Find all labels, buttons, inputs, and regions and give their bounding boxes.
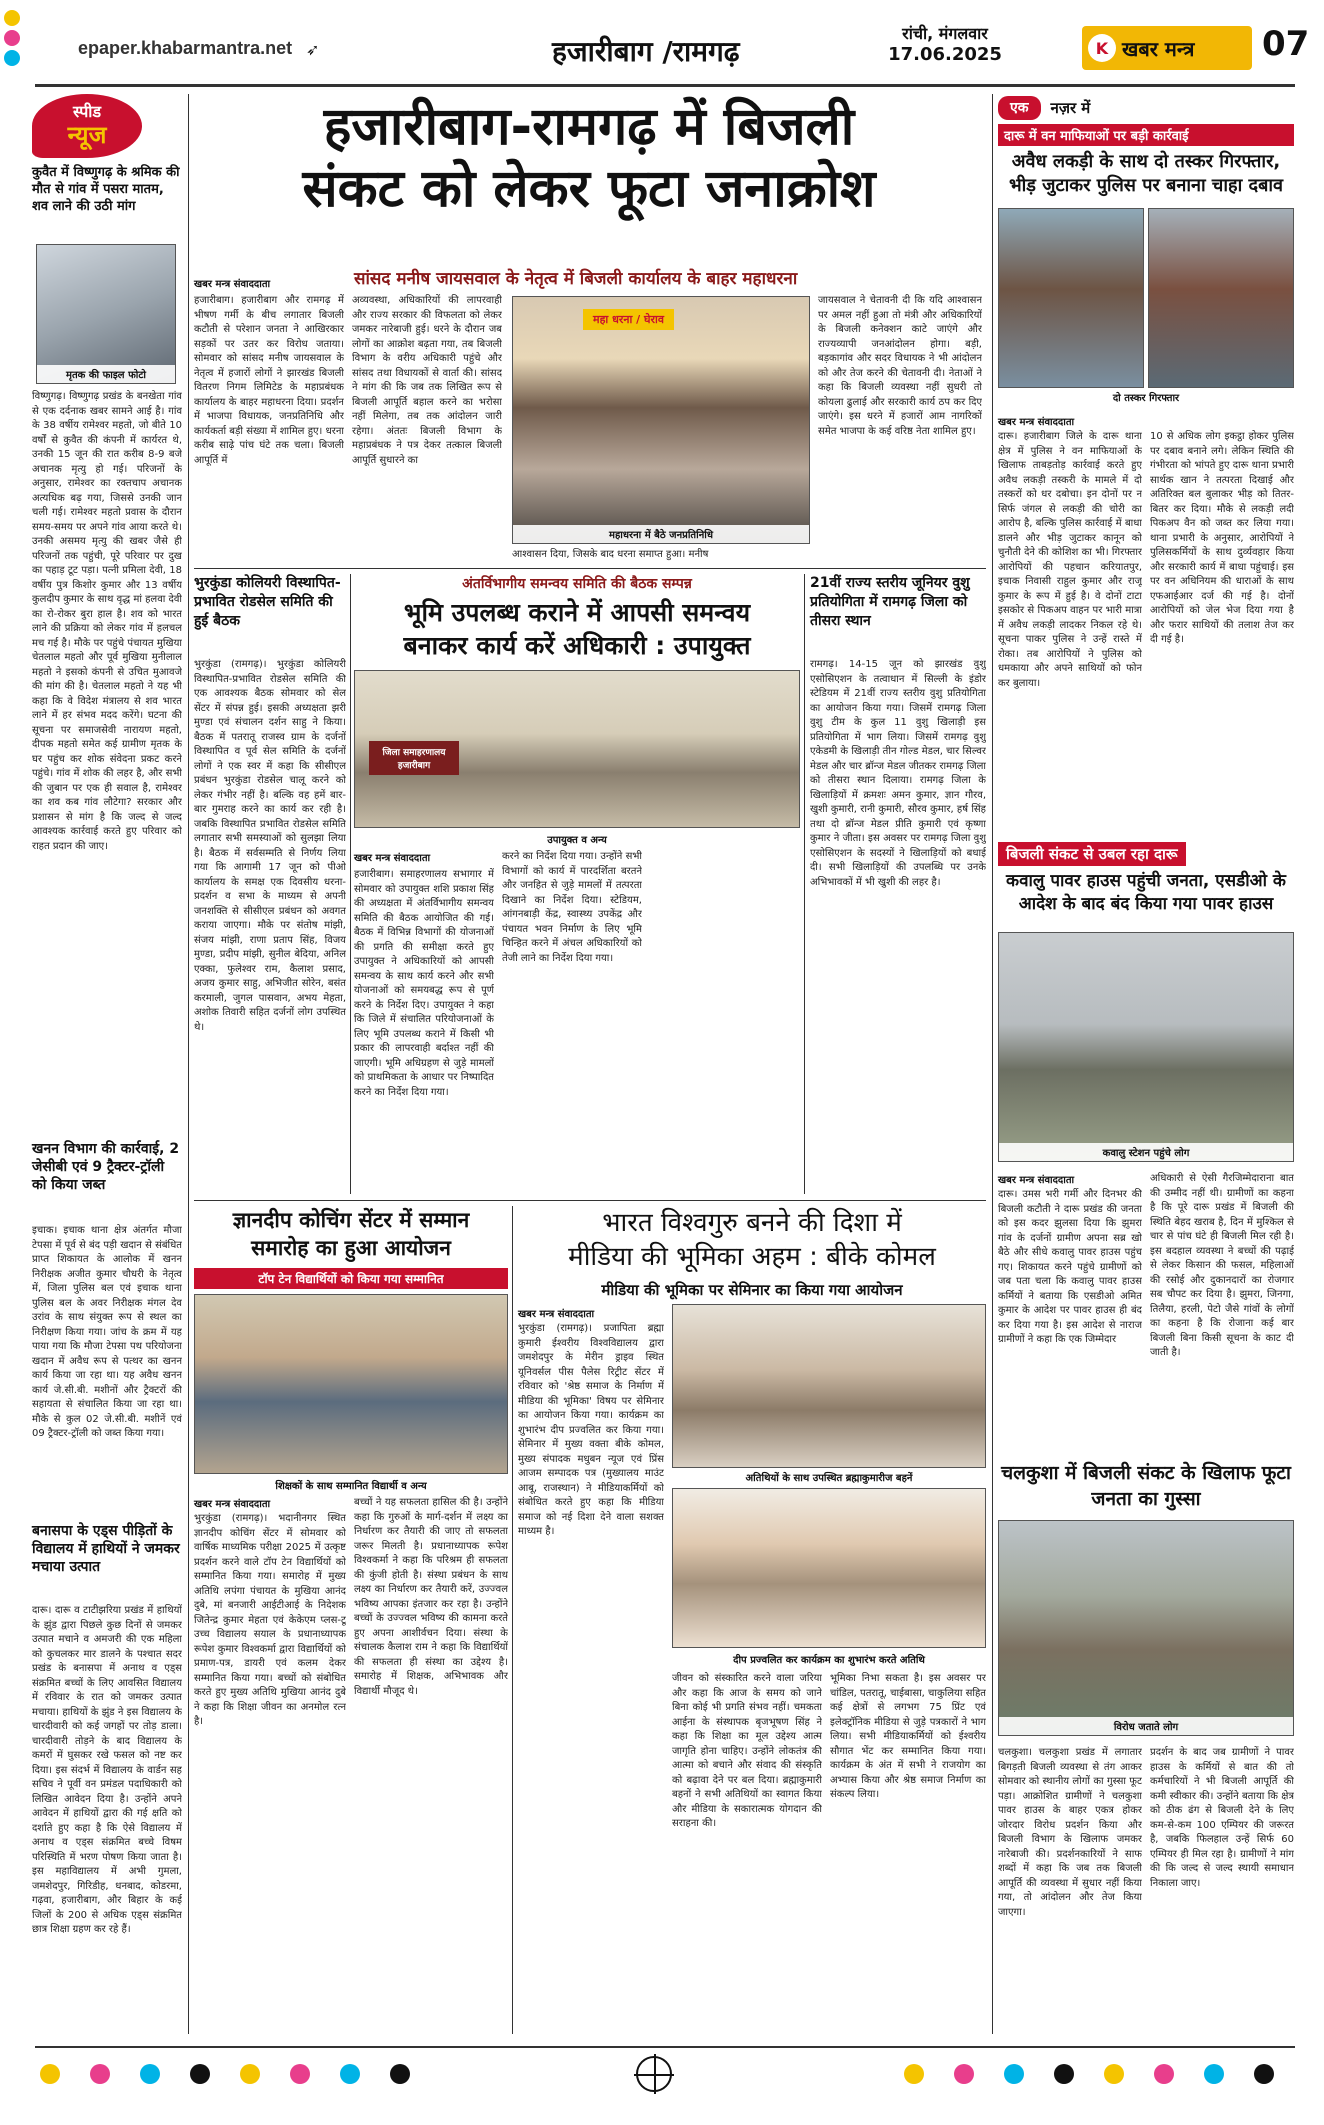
komal-photo2	[672, 1488, 986, 1648]
komal-body2: जीवन को संस्कारित करने वाला जरिया और कहा कि आज के समय को जाने बिना कोई भी प्रगति संभव नहीं। चमकता आईना के संस्थापक बृजभूषण सिंह ने कहा कि शिक्षा का मूल उद्देश्य आत्म जागृति होना चाहिए। उन्होंने लोकतंत्र की आत्मा को बचाने और संवाद की संस्कृति को बढ़ावा देने पर बल दिया। ब्रह्माकुमारी बहनों ने सभी अतिथियों का स्वागत किया और मीडिया के सकारात्मक योगदान की सराहना की।	[672, 1673, 822, 1829]
masthead	[0, 0, 1324, 92]
gyandeep-photo-caption: शिक्षकों के साथ सम्मानित विद्यार्थी व अन्य	[275, 1481, 427, 1492]
story1-body: विष्णुगढ़। विष्णुगढ़ प्रखंड के बनखेता गांव से एक दर्दनाक खबर सामने आई है। गांव के 38 वर्षीय रामेश्वर महतो, जो बीते 10 वर्षों से कुवैत की कंपनी में कार्यरत थे, उनकी 15 जून की रात करीब 8-9 बजे अचानक मृत्यु हो गई। परिजनों के अनुसार, रामेश्वर का रक्तचाप अचानक अत्यधिक बढ़ गया, जिससे उनकी जान चली गई। रामेश्वर महतो प्रवास के दौरान समय-समय पर अपने गांव आया करते थे। उनकी असमय मृत्यु की खबर जैसे ही परिजनों तक पहुंची, पूरे परिवार पर दुख का पहाड़ टूट पड़ा। पत्नी प्रमिला देवी, 18 वर्षीय पुत्र किशोर कुमार और 13 वर्षीय कुलदीप कुमार के साथ वृद्ध मां हलवा देवी का रो-रोकर बुरा हाल है। शव को भारत लाने की प्रक्रिया को लेकर गांव में हलचल मच गई है। मौके पर पहुंचे पंचायत मुखिया चेतलाल महतो और पूर्व मुखिया मुनीलाल महतो ने इसको कंपनी से उचित मुआवजे की मांग की है। चेतलाल महतो ने यह भी कहा कि वे विदेश मंत्रालय से शव भारत लाने में हर संभव मदद करेंगे। घटना की सूचना पर समाजसेवी नारायण महतो, दीपक महतो समेत कई ग्रामीण मृतक के घर पहुंच कर शोक संवेदना प्रकट करने पहुंचे। गांव में शोक की लहर है, और सभी की जुबान पर एक ही सवाल है, रामेश्वर का शव कब गांव लौटेगा? सरकार और प्रशासन से मांग है कि जल्द से जल्द आवश्यक कार्रवाई करते हुए परिवार को राहत प्रदान की जाए।	[32, 391, 182, 852]
chalkusha-headline: चलकुशा में बिजली संकट के खिलाफ फूटा जनता का गुस्सा	[1001, 1462, 1291, 1510]
samanvay-photo-banner: जिला समाहरणालय हजारीबाग	[369, 741, 459, 775]
story1-headline: कुवैत में विष्णुगढ़ के श्रमिक की मौत से गांव में पसरा मातम, शव लाने की उठी मांग	[32, 165, 180, 214]
samanvay-story	[354, 574, 800, 1194]
footer-dot-cyan-3	[1004, 2064, 1024, 2084]
samanvay-byline: खबर मन्त्र संवाददाता	[354, 853, 431, 864]
story3-body: दारू। दारू व टाटीझरिया प्रखंड में हाथियों के झुंड द्वारा पिछले कुछ दिनों से जमकर उत्पात मचाने व अमजरी की एक महिला को कुचलकर मार डालने के पश्चात सदर प्रखंड के बनासपा में अनाथ व एड्स संक्रमित बच्चों के लिए आवसित विद्यालय में रविवार के रात को जमकर उत्पात मचाया। हाथियों के झुंड ने इस विद्यालय के चारदीवारी को कई जगहों पर तोड़ डाला। चारदीवारी तोड़ने के बाद विद्यालय के कमरों में घुसकर रखे फसल को नष्ट कर दिया। इस संदर्भ में विद्यालय के वार्डन सह सचिव ने पूर्वी वन प्रमंडल पदाधिकारी को लिखित आवेदन दिया है। उन्होंने अपने आवेदन में हाथियों द्वारा की गई क्षति को दर्शाते हुए कहा है कि ऐसे विद्यालय में अनाथ व एड्स संक्रमित बच्चे विषम परिस्थिति में भरण पोषण किया जाता है। इस महाविद्यालय में अभी गुमला, जमशेदपुर, गिरिडीह, धनबाद, कोडरमा, गढ़वा, हजारीबाग, और बिहार के कई जिलों के 200 से अधिक एड्स संक्रमित छात्र शिक्षा ग्रहण कर रहे हैं।	[32, 1605, 182, 1935]
suspect-photo-1	[998, 208, 1144, 388]
gyandeep-photo	[194, 1294, 508, 1474]
kavalu-headline: कवालु पावर हाउस पहुंची जनता, एसडीओ के आदेश के बाद बंद किया गया पावर हाउस	[1006, 871, 1286, 914]
komal-body1: भुरकुंडा (रामगढ़)। प्रजापिता ब्रह्मा कुमारी ईश्वरीय विश्वविद्यालय द्वारा जमशेदपुर के मेरीन ड्राइव स्थित यूनिवर्सल पीस पैलेस रिट्रीट सेंटर में रविवार को 'श्रेष्ठ समाज के निर्माण में मीडिया की भूमिका' विषय पर सेमिनार का आयोजन किया गया। कार्यक्रम का शुभारंभ दीप प्रज्वलित कर किया गया। सेमिनार में मुख्य वक्ता बीके कोमल, मुख्य संपादक मधुबन न्यूज एवं प्रिंस आजम सम्पादक पत्र (मुख्यालय माउंट आबू, राजस्थान) ने मीडियाकर्मियों को संबोधित करते हुए कहा कि मीडिया समाज को नई दिशा देने वाला सशक्त माध्यम है।	[518, 1323, 664, 1537]
komal-kicker: मीडिया की भूमिका पर सेमिनार का किया गया आयोजन	[601, 1281, 903, 1299]
samanvay-body2: करने का निर्देश दिया गया। उन्होंने सभी विभागों को कार्य में पारदर्शिता बरतने और जनहित से जुड़े मामलों में तत्परता दिखाने का निर्देश दिया। स्टेडियम, आंगनबाड़ी केंद्र, स्वास्थ्य उपकेंद्र और पंचायत भवन निर्माण के लिए भूमि चिन्हित करने में अंचल अधिकारियों को तेजी लाने का निर्देश दिया गया।	[502, 851, 642, 964]
ek-nazar-photo-caption: दो तस्कर गिरफ्तार	[1112, 393, 1180, 404]
samanvay-kicker: अंतर्विभागीय समन्वय समिति की बैठक सम्पन्न	[462, 576, 692, 592]
speed-news-logo: स्पीड न्यूज	[32, 94, 142, 158]
lead-photo-caption: महाधरना में बैठे जनप्रतिनिधि	[513, 525, 809, 543]
lead-col2: अव्यवस्था, अधिकारियों की लापरवाही और राज्य सरकार की विफलता को लेकर जमकर नारेबाजी हुई। धरने के दौरान जब लोगों का आक्रोश बढ़ता गया, तब बिजली विभाग के वरीय अधिकारी पहुंचे और सांसद तथा विधायकों से वार्ता की। सांसद ने मांग की कि जब तक लिखित रूप से बिजली आपूर्ति बहाल करने का भरोसा नहीं मिलेगा, तब तक आंदोलन जारी रहेगा। अंततः बिजली विभाग के महाप्रबंधक ने पत्र देकर तत्काल बिजली आपूर्ति सुधारने का	[352, 295, 502, 466]
lead-subhead: सांसद मनीष जायसवाल के नेतृत्व में बिजली कार्यालय के बाहर महाधरना	[354, 269, 798, 289]
lead-photo	[512, 296, 810, 544]
story2-body: इचाक। इचाक थाना क्षेत्र अंतर्गत मौजा टेपसा में पूर्व से बंद पड़ी खदान से संबंधित प्राप्त शिकायत के आलोक में खनन निरीक्षक अजीत कुमार चौधरी के नेतृत्व में, जिला पुलिस बल एवं इचाक थाना पुलिस बल के अवर निरीक्षक मंगल देव उरांव के साथ संयुक्त रूप से स्थल का निरीक्षण किया गया। जांच के क्रम में यह पाया गया कि मौजा टेपसा पथ परियोजना खदान में अवैध रूप से पत्थर का खनन कार्य किया जा रहा था। यह अवैध खनन कार्य जे.सी.बी. मशीनों और ट्रैक्टरों की सहायता से संचालित किया जा रहा था। मौके से कुल 02 जे.सी.बी. मशीनें एवं 09 ट्रैक्टर-ट्रॉली को जब्त किया गया।	[32, 1225, 182, 1439]
kavalu-story	[998, 842, 1294, 1452]
lead-byline: खबर मन्त्र संवाददाता	[194, 279, 271, 290]
lead-headline: हजारीबाग-रामगढ़ में बिजली संकट को लेकर फूटा जनाक्रोश	[302, 97, 876, 219]
wushu-divider	[804, 574, 805, 1194]
samanvay-photo-caption: उपायुक्त व अन्य	[547, 835, 607, 846]
gyandeep-kicker: टॉप टेन विद्यार्थियों को किया गया सम्मानित	[194, 1268, 508, 1289]
gyandeep-story	[194, 1206, 508, 2034]
footer-dot-cyan-4	[1204, 2064, 1224, 2084]
ek-nazar-kicker: दारू में वन माफियाओं पर बड़ी कार्रवाई	[998, 124, 1294, 146]
footer-dot-cyan	[140, 2064, 160, 2084]
komal-photo2-caption: दीप प्रज्वलित कर कार्यक्रम का शुभारंभ करते अतिथि	[733, 1655, 925, 1666]
komal-body3: भूमिका निभा सकता है। इस अवसर पर चांडिल, पतरातू, चाईबासा, चाकुलिया सहित कई क्षेत्रों से लगभग 75 प्रिंट एवं इलेक्ट्रॉनिक मीडिया से जुड़े पत्रकारों ने भाग लिया। सभी मीडियाकर्मियों को ईश्वरीय सौगात भेंट कर सम्मानित किया गया। कार्यक्रम के अंत में सभी ने राजयोग का अभ्यास किया और श्रेष्ठ समाज निर्माण का संकल्प लिया।	[830, 1673, 986, 1800]
kavalu-body1: दारू। उमस भरी गर्मी और दिनभर की बिजली कटौती ने दारू प्रखंड की जनता को इस कदर झुलसा दिया कि झुमरा गांव के दर्जनों ग्रामीण अपना सब्र खो बैठे और सीधे कवालु पावर हाउस पहुंच गए। शिकायत करने पहुंचे ग्रामीणों को जब पता चला कि कवालु पावर हाउस कर्मियों ने बताया कि एसडीओ अमित कुमार के आदेश पर पावर हाउस ही बंद कर दिया गया है। इस आदेश से नाराज ग्रामीणों ने कहा कि एक जिम्मेदार	[998, 1189, 1142, 1345]
speed-news-column	[32, 94, 182, 2034]
lead-story	[194, 96, 984, 566]
gyandeep-byline: खबर मन्त्र संवाददाता	[194, 1499, 271, 1510]
komal-headline: भारत विश्वगुरु बनने की दिशा में मीडिया की भूमिका अहम : बीके कोमल	[568, 1208, 936, 1272]
footer-dot-cyan-2	[340, 2064, 360, 2084]
ek-nazar-byline: खबर मन्त्र संवाददाता	[998, 417, 1075, 428]
suspect-photo-2	[1148, 208, 1294, 388]
rodsel-divider	[350, 574, 351, 1194]
komal-story	[518, 1206, 986, 2034]
crosshair-icon	[636, 2056, 672, 2092]
city-day: रांची, मंगलवार	[902, 24, 988, 43]
wushu-story	[810, 574, 986, 1194]
ek-nazar-photos	[998, 208, 1294, 388]
issue-date: 17.06.2025	[888, 44, 1002, 65]
header-dateline	[870, 22, 1020, 65]
komal-byline: खबर मन्त्र संवाददाता	[518, 1309, 595, 1320]
footer-dot-magenta-4	[1154, 2064, 1174, 2084]
chalkusha-photo	[998, 1520, 1294, 1736]
gyandeep-body1: भुरकुंडा (रामगढ़)। भदानीनगर स्थित ज्ञानदीप कोचिंग सेंटर में सोमवार को वार्षिक माध्यमिक परीक्षा 2025 में उत्कृष्ट प्रदर्शन करने वाले टॉप टेन विद्यार्थियों को सम्मानित किया गया। समारोह में मुख्य अतिथि लपंगा पंचायत के मुखिया आनंद दुबे, मां बनजारी आईटीआई के निदेशक जितेन्द्र कुमार मेहता एवं केकेएम प्लस-टू उच्च विद्यालय सयाल के प्रधानाध्यापक रूपेश कुमार विश्वकर्मा द्वारा विद्यार्थियों को प्रमाण-पत्र, डायरी एवं कलम देकर सम्मानित किया गया। बच्चों को संबोधित करते हुए मुख्य अतिथि मुखिया आनंद दुबे ने कहा कि शिक्षा जीवन का अनमोल रत्न है।	[194, 1513, 346, 1727]
kavalu-byline: खबर मन्त्र संवाददाता	[998, 1175, 1075, 1186]
footer-dot-magenta	[90, 2064, 110, 2084]
rodsel-body: भुरकुंडा (रामगढ़)। भुरकुंडा कोलियरी विस्थापित-प्रभावित रोडसेल समिति की एक आवश्यक बैठक सोमवार को सेल सेंटर में संपन्न हुई। इसकी अध्यक्षता झरी मुण्डा एवं संचालन दर्शन साहु ने किया। बैठक में पतरातू राजस्व ग्राम के दर्जनों विस्थापित व पूर्व सेल समिति के दर्जनों लोगों ने एक स्वर में कहा कि सीसीएल प्रबंधन भुरकुंडा रोडसेल चालू करने को लेकर गंभीर नहीं है। बल्कि वह हमें बार-बार गुमराह करने का कार्य कर रही है। जबकि विस्थापित प्रभावित रोडसेल समिति लगातार सभी समस्याओं को सुलझा लिया है। बैठक में सर्वसम्मति से निर्णय लिया गया कि आगामी 17 जून को पीओ कार्यालय के समक्ष एक दिवसीय धरना-प्रदर्शन व सभा के माध्यम से अपनी जनशक्ति से सीसीएल प्रबंधन को अवगत कराया जाएगा। मौके पर संतोष मांझी, संजय मांझी, राणा प्रताप सिंह, विजय मुण्डा, प्रदीप मांझी, सुनील बेदिया, अनिल एक्का, फुलेश्वर राम, कैलाश प्रसाद, अजय कुमार साहु, अभिजीत सोरेन, बसंत करमाली, जुगल पासवान, अभय मेहता, अशोक तिवारी सहित दर्जनों लोग उपस्थित थे।	[194, 659, 346, 1033]
footer-rule	[35, 2046, 1295, 2048]
ek-nazar-body2: 10 से अधिक लोग इकट्ठा होकर पुलिस पर दबाव बनाने लगे। लेकिन स्थिति की गंभीरता को भांपते हुए दारू थाना प्रभारी सार्थक खान ने तत्परता दिखाई और अतिरिक्त बल बुलाकर भीड़ को तितर-बितर कर दिया। मौके से लकड़ी लदी पिकअप वैन को जब्त कर लिया गया। थाना प्रभारी के अनुसार, आरोपियों ने पुलिसकर्मियों के साथ दुर्व्यवहार किया और सरकारी कार्य में बाधा पहुंचाई। इस पर वन अधिनियम की धाराओं के साथ एफआईआर दर्ज की गई है। दोनों आरोपियों को जेल भेज दिया गया है और फरार साथियों की तलाश तेज कर दी गई है।	[1150, 431, 1294, 645]
page-number: 07	[1262, 24, 1310, 64]
kavalu-photo-caption: कवालु स्टेशन पहुंचे लोग	[999, 1143, 1293, 1161]
story2-headline: खनन विभाग की कार्रवाई, 2 जेसीबी एवं 9 ट्रैक्टर-ट्रॉली को किया जब्त	[32, 1141, 180, 1193]
ek-nazar-box	[998, 96, 1294, 836]
lead-col1: हजारीबाग। हजारीबाग और रामगढ़ में भीषण गर्मी के बीच लगातार बिजली कटौती से परेशान जनता ने आखिरकार सड़कों पर उतर कर विरोध जताया। सोमवार को सांसद मनीष जायसवाल के नेतृत्व में हजारों लोगों ने झारखंड बिजली वितरण निगम लिमिटेड के महाप्रबंधक कार्यालय के बाहर महाधरना दिया। प्रदर्शन में भाजपा विधायक, जनप्रतिनिधि और कार्यकर्ता बड़ी संख्या में शामिल हुए। धरना करीब साढ़े पांच घंटे तक चला। बिजली आपूर्ति में	[194, 295, 344, 466]
footer-dot-yellow	[40, 2064, 60, 2084]
footer-dot-yellow-2	[240, 2064, 260, 2084]
footer-dot-magenta-2	[290, 2064, 310, 2084]
brand-logo	[1082, 26, 1252, 70]
registration-bar-left	[0, 6, 35, 84]
komal-photo1-caption: अतिथियों के साथ उपस्थित ब्रह्माकुमारीज बहनें	[745, 1473, 913, 1484]
brand-name: खबर मन्त्र	[1122, 36, 1195, 61]
wushu-body: रामगढ़। 14-15 जून को झारखंड वुशु एसोसिएशन के तत्वाधान में सिल्ली के इंडोर स्टेडियम में 21वीं राज्य स्तरीय वुशु प्रतियोगिता का आयोजन किया गया। जिसमें रामगढ़ जिला वुशु टीम के कुल 11 वुशु खिलाड़ी इस प्रतियोगिता में भाग लिया। जिसमें रामगढ़ वुशु एकेडमी के खिलाड़ी तीन गोल्ड मेडल, चार सिल्वर मेडल और चार ब्रॉन्ज मेडल जीतकर रामगढ़ जिला को तीसरा स्थान दिलाया। रामगढ़ जिला के खिलाड़ियों में क्रमशः अमन कुमार, ज्ञान गौरव, खुशी कुमारी, रानी कुमारी, सौरव कुमार, हर्ष सिंह तथा दो ब्रॉन्ज मेडल प्रीति कुमारी एवं कृष्णा कुमार ने जीता। इस अवसर पर रामगढ़ जिला वुशु एसोसिएशन के सदस्यों ने खिलाड़ियों को बधाई दी। सभी खिलाड़ियों की उपलब्धि पर उनके अभिभावकों में भी खुशी की लहर है।	[810, 659, 986, 888]
kavalu-photo	[998, 932, 1294, 1162]
chalkusha-body2: प्रदर्शन के बाद जब ग्रामीणों ने पावर हाउस के कर्मियों से बात की तो कर्मचारियों ने भी बिजली आपूर्ति की कमी स्वीकार की। उन्होंने बताया कि क्षेत्र को ठीक ढंग से बिजली देने के लिए कम-से-कम 100 एम्पियर की जरूरत है, जबकि फिलहाल उन्हें सिर्फ 60 एम्पियर ही मिल रहा है। ग्रामीणों ने मांग की कि जल्द से जल्द स्थायी समाधान निकाला जाए।	[1150, 1747, 1294, 1889]
lead-bottom-rule	[194, 568, 986, 569]
footer-dot-black-4	[1254, 2064, 1274, 2084]
brand-logo-icon: K	[1088, 34, 1116, 62]
rodsel-story	[194, 574, 346, 1194]
story1-photo-caption: मृतक की फाइल फोटो	[37, 365, 175, 383]
chalkusha-body1: चलकुशा। चलकुशा प्रखंड में लगातार बिगड़ती बिजली व्यवस्था से तंग आकर सोमवार को स्थानीय लोगों का गुस्सा फूट पड़ा। आक्रोशित ग्रामीणों ने चलकुशा पावर हाउस के बाहर एकत्र होकर जोरदार विरोध प्रदर्शन किया और बिजली विभाग के खिलाफ जमकर नारेबाजी की। प्रदर्शनकारियों ने साफ शब्दों में कहा कि जब तक बिजली आपूर्ति की व्यवस्था में सुधार नहीं किया गया, तो आंदोलन और तेज किया जाएगा।	[998, 1747, 1142, 1918]
ek-nazar-body1: दारू। हजारीबाग जिले के दारू थाना क्षेत्र में पुलिस ने वन माफियाओं के खिलाफ ताबड़तोड़ कार्रवाई करते हुए अवैध लकड़ी तस्करी के मामले में दो तस्करों को धर दबोचा। इन दोनों पर न सिर्फ जंगल से लकड़ी की चोरी का आरोप है, बल्कि पुलिस कार्रवाई में बाधा डालने और भीड़ जुटाकर कानून को चुनौती देने की कोशिश का भी। गिरफ्तार आरोपियों की पहचान करियातपुर, इचाक निवासी राहुल कुमार और राजू कुमार के रूप में हुई है। वे दोनों टाटा इसकोर से पिकअप वाहन पर भारी मात्रा में अवैध लकड़ी लादकर निकल रहे थे। सूचना पाकर पुलिस ने उन्हें रास्ते में रोका। तब आरोपियों ने पुलिस को धमकाया और अपने साथियों को फोन कर बुलाया।	[998, 431, 1142, 689]
gyandeep-body2: बच्चों ने यह सफलता हासिल की है। उन्होंने कहा कि गुरुओं के मार्ग-दर्शन में लक्ष्य का निर्धारण कर तैयारी की जाए तो सफलता जरूर मिलती है। प्रधानाध्यापक रूपेश विश्वकर्मा ने कहा कि परिश्रम ही सफलता की कुंजी होती है। संस्था प्रबंधन के साथ लक्ष्य का निर्धारण कर तैयारी करें, उज्ज्वल भविष्य आपका इंतजार कर रहा है। उन्होंने बच्चों के उज्ज्वल भविष्य की कामना करते हुए अपना आशीर्वचन दिया। संस्था के संचालक कैलाश राम ने कहा कि विद्यार्थियों की सफलता ही संस्था का उद्देश्य है। समारोह में शिक्षक, अभिभावक और विद्यार्थी मौजूद थे।	[354, 1497, 508, 1697]
lead-photo-banner: महा धरना / घेराव	[583, 309, 674, 330]
komal-photo1	[672, 1304, 986, 1468]
kavalu-body2: अधिकारी से ऐसी गैरजिम्मेदाराना बात की उम्मीद नहीं थी। ग्रामीणों का कहना है कि पूरे दारू प्रखंड में बिजली की स्थिति बेहद खराब है, दिन में मुश्किल से चार से पांच घंटे ही बिजली मिल रही है। इस बदहाल व्यवस्था ने बच्चों की पढ़ाई से लेकर किसान की फसल, महिलाओं की रसोई और दुकानदारों का रोजगार सब चौपट कर दिया है। झुमरा, जिनगा, तिलैया, हरली, पेटो जैसे गांवों के लोगों का कहना है कि रोजाना कई बार बिजली बिना किसी सूचना के काट दी जाती है।	[1150, 1173, 1294, 1358]
wushu-headline: 21वीं राज्य स्तरीय जूनियर वुशु प्रतियोगिता में रामगढ़ जिला को तीसरा स्थान	[810, 575, 970, 629]
chalkusha-photo-caption: विरोध जताते लोग	[999, 1717, 1293, 1735]
site-url[interactable]: epaper.khabarmantra.net	[78, 38, 293, 58]
samanvay-headline: भूमि उपलब्ध कराने में आपसी समन्वय बनाकर कार्य करें अधिकारी : उपायुक्त	[403, 598, 751, 660]
footer-dot-black-3	[1054, 2064, 1074, 2084]
samanvay-photo	[354, 670, 800, 828]
story1-photo	[36, 244, 176, 384]
gyandeep-divider	[512, 1206, 513, 2034]
rodsel-headline: भुरकुंडा कोलियरी विस्थापित-प्रभावित रोडसेल समिति की हुई बैठक	[194, 575, 341, 629]
footer-dot-yellow-3	[904, 2064, 924, 2084]
section-title: हजारीबाग /रामगढ़	[552, 35, 740, 68]
gyandeep-headline: ज्ञानदीप कोचिंग सेंटर में सम्मान समारोह का हुआ आयोजन	[232, 1208, 470, 1260]
samanvay-body: हजारीबाग। समाहरणालय सभागार में सोमवार को उपायुक्त शशि प्रकाश सिंह की अध्यक्षता में अंतर्विभागीय समन्वय समिति की बैठक आयोजित की गई। बैठक में विभिन्न विभागों की योजनाओं की प्रगति की समीक्षा करते हुए उपायुक्त ने अधिकारियों को आपसी समन्वय के साथ कार्य करने और सभी योजनाओं को समयबद्ध रूप से पूर्ण करने के निर्देश दिए। उपायुक्त ने कहा कि जिले में संचालित परियोजनाओं के लिए भूमि उपलब्ध कराने में किसी भी प्रकार की लापरवाही बर्दाश्त नहीं की जाएगी। भूमि अधिग्रहण से जुड़े मामलों को प्राथमिकता के आधार पर निष्पादित करने का निर्देश दिया गया।	[354, 869, 494, 1098]
mid-rule	[194, 1200, 986, 1201]
footer-dot-yellow-4	[1104, 2064, 1124, 2084]
left-column-divider	[188, 94, 189, 2034]
footer-registration-bar	[0, 2046, 1324, 2106]
footer-dot-magenta-3	[954, 2064, 974, 2084]
lead-col4: जायसवाल ने चेतावनी दी कि यदि आश्वासन पर अमल नहीं हुआ तो मंत्री और अधिकारियों के बिजली कनेक्शन काटे जाएंगे और राज्यव्यापी जनआंदोलन होगा। बड़ी, बड़कागांव और सदर विधायक ने भी आंदोलन को और तेज करने की चेतावनी दी। नेताओं ने कहा कि बिजली व्यवस्था नहीं सुधरी तो कोयला ढुलाई और सरकारी कार्य ठप कर दिए जाएंगे। इस धरने में हजारों आम नागरिकों समेत भाजपा के कई वरिष्ठ नेता शामिल हुए।	[818, 295, 982, 437]
footer-dot-black-2	[390, 2064, 410, 2084]
lead-col3-bottom: आश्वासन दिया, जिसके बाद धरना समाप्त हुआ। मनीष	[512, 549, 709, 560]
cursor-icon: ➶	[306, 40, 320, 59]
footer-dot-black	[190, 2064, 210, 2084]
story3-headline: बनासपा के एड्स पीड़ितों के विद्यालय में हाथियों ने जमकर मचाया उत्पात	[32, 1523, 180, 1575]
center-right-divider	[992, 94, 993, 2034]
kavalu-kicker: बिजली संकट से उबल रहा दारू	[998, 842, 1186, 866]
header-rule	[35, 84, 1295, 87]
chalkusha-story	[998, 1460, 1294, 2034]
ek-nazar-headline: अवैध लकड़ी के साथ दो तस्कर गिरफ्तार, भीड़ जुटाकर पुलिस पर बनाना चाहा दबाव	[1008, 151, 1284, 196]
ek-nazar-tag: एक नज़र में	[998, 96, 1096, 120]
